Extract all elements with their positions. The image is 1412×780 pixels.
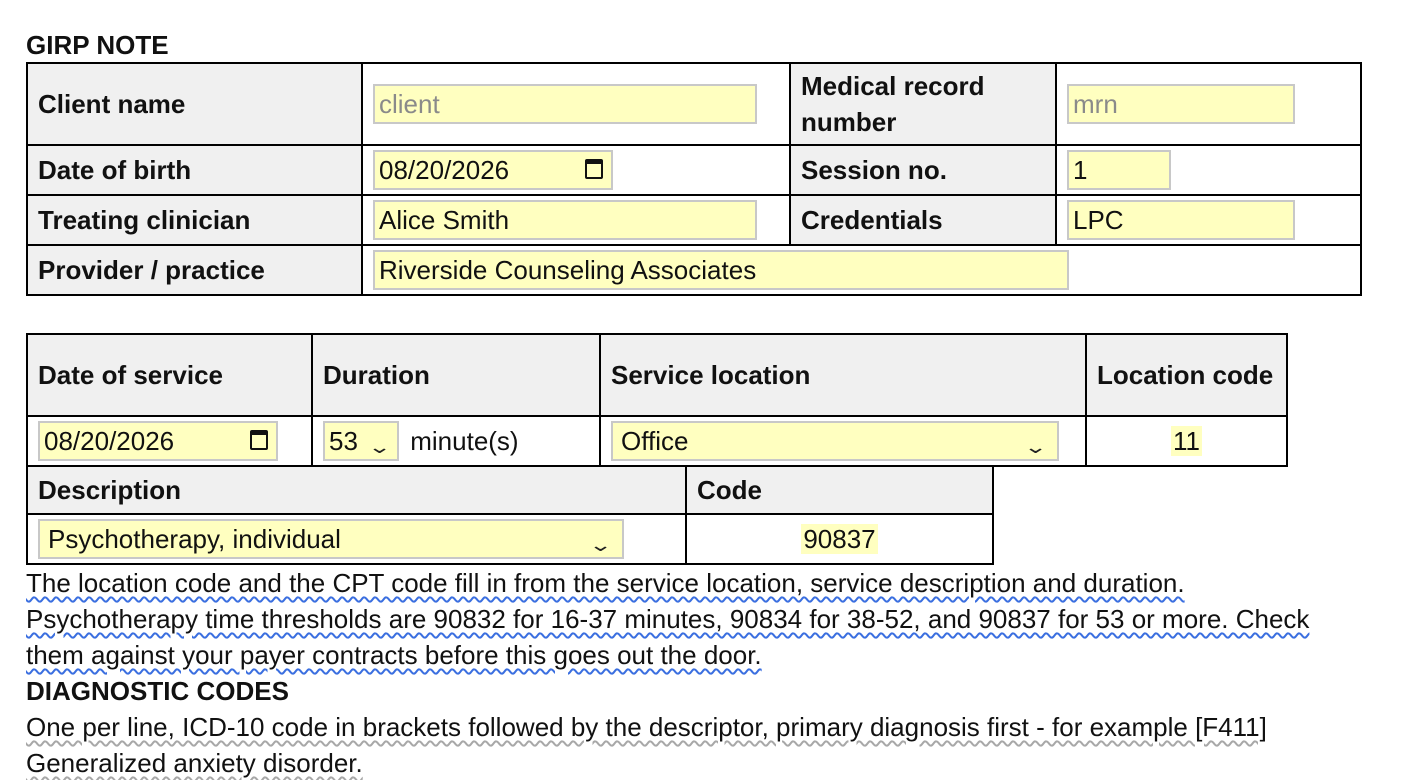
provider-label: Provider / practice bbox=[27, 245, 362, 295]
dob-input[interactable]: 08/20/2026 bbox=[373, 150, 613, 190]
cpt-code-value: 90837 bbox=[803, 523, 876, 554]
service-table bbox=[26, 333, 1288, 467]
clinician-label: Treating clinician bbox=[27, 195, 362, 245]
clinician-cell bbox=[362, 195, 790, 245]
code-label: Code bbox=[686, 466, 993, 514]
diagnostic-instructions: One per line, ICD-10 code in brackets followed by the descriptor, primary diagnosis first - for example [F411] Generalized anxiety disorder. bbox=[26, 712, 1267, 778]
session-number-cell bbox=[1056, 145, 1361, 195]
dob-cell bbox=[362, 145, 790, 195]
credentials-label: Credentials bbox=[790, 195, 1056, 245]
location-code-cell bbox=[1086, 416, 1287, 466]
client-info-table bbox=[26, 62, 1362, 296]
service-location-label: Service location bbox=[600, 334, 1086, 416]
cpt-code-cell bbox=[686, 514, 993, 564]
duration-unit: minute(s) bbox=[410, 425, 519, 456]
chevron-down-icon: ⌄ bbox=[1023, 437, 1048, 457]
description-label: Description bbox=[27, 466, 686, 514]
location-code-label: Location code bbox=[1086, 334, 1287, 416]
client-name-input[interactable]: client bbox=[373, 84, 757, 124]
girp-note-title: GIRP NOTE bbox=[26, 30, 169, 60]
mrn-input[interactable]: mrn bbox=[1067, 84, 1295, 124]
duration-select[interactable]: 53 ⌄ bbox=[323, 421, 399, 461]
location-code-value: 11 bbox=[1173, 425, 1200, 456]
chevron-down-icon: ⌄ bbox=[588, 535, 613, 555]
clinician-input[interactable]: Alice Smith bbox=[373, 200, 757, 240]
date-of-service-input[interactable]: 08/20/2026 bbox=[38, 421, 278, 461]
chevron-down-icon: ⌄ bbox=[367, 437, 392, 457]
service-location-select[interactable]: Office ⌄ bbox=[611, 421, 1059, 461]
calendar-icon[interactable] bbox=[250, 430, 268, 450]
service-location-cell bbox=[600, 416, 1086, 466]
credentials-cell bbox=[1056, 195, 1361, 245]
cpt-info-text: The location code and the CPT code fill in from the service location, service description and duration. Psychotherapy time thresholds are 90832 for 16-37 minutes, 90834 for 38-52, and 90837 for 53 or more. Check them against your payer contracts before this goes out the door. bbox=[26, 568, 1310, 670]
mrn-cell bbox=[1056, 63, 1361, 145]
date-of-service-cell bbox=[27, 416, 312, 466]
description-cell bbox=[27, 514, 686, 564]
dob-label: Date of birth bbox=[27, 145, 362, 195]
diagnostic-codes-title: DIAGNOSTIC CODES bbox=[26, 676, 289, 706]
credentials-input[interactable]: LPC bbox=[1067, 200, 1295, 240]
session-number-label: Session no. bbox=[790, 145, 1056, 195]
provider-input[interactable]: Riverside Counseling Associates bbox=[373, 250, 1069, 290]
client-name-cell bbox=[362, 63, 790, 145]
description-select[interactable]: Psychotherapy, individual ⌄ bbox=[38, 519, 624, 559]
calendar-icon[interactable] bbox=[585, 159, 603, 179]
duration-cell bbox=[312, 416, 600, 466]
client-name-label: Client name bbox=[27, 63, 362, 145]
provider-cell bbox=[362, 245, 1361, 295]
duration-label: Duration bbox=[312, 334, 600, 416]
cpt-table bbox=[26, 465, 994, 565]
mrn-label: Medical record number bbox=[790, 63, 1056, 145]
session-number-input[interactable]: 1 bbox=[1067, 150, 1171, 190]
date-of-service-label: Date of service bbox=[27, 334, 312, 416]
